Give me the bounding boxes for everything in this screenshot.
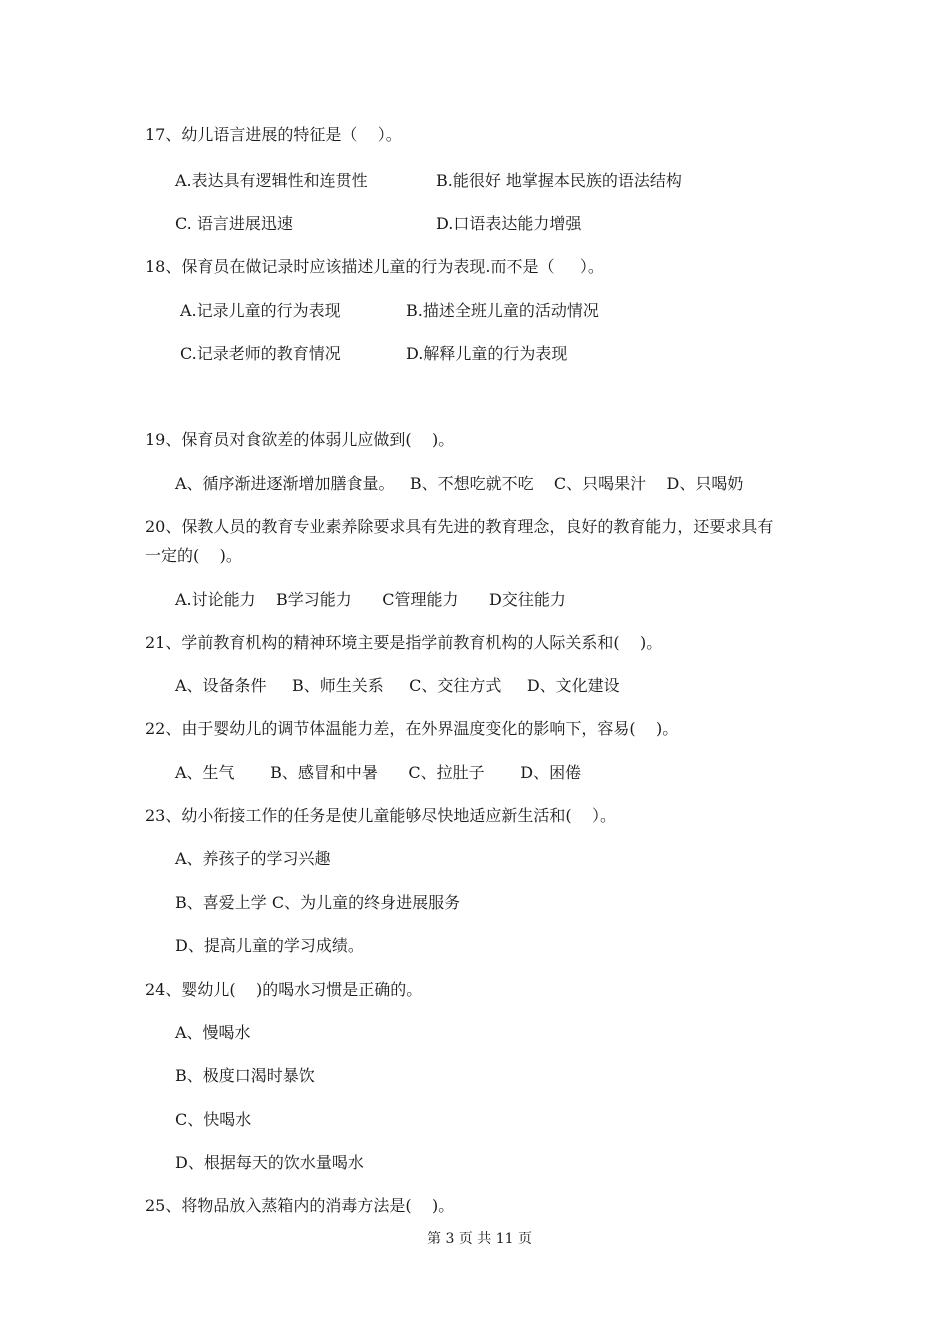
question-19-stem: 19、保育员对食欲差的体弱儿应做到( )。 (145, 430, 455, 449)
question-18-option-d: D.解释儿童的行为表现 (406, 344, 568, 363)
question-17-stem: 17、幼儿语言进展的特征是（ ）。 (145, 125, 402, 144)
question-24-option-c: C、快喝水 (175, 1110, 252, 1129)
question-17-option-c: C. 语言进展迅速 (175, 214, 293, 233)
question-23-stem: 23、幼小衔接工作的任务是使儿童能够尽快地适应新生活和( ）。 (145, 806, 616, 825)
question-23-option-b: B、喜爱上学 C、为儿童的终身进展服务 (175, 893, 461, 912)
question-17-option-a: A.表达具有逻辑性和连贯性 (175, 171, 368, 190)
question-24-stem: 24、婴幼儿( )的喝水习惯是正确的。 (145, 980, 423, 999)
question-22-options: A、生气 B、感冒和中暑 C、拉肚子 D、困倦 (175, 763, 582, 782)
question-18-stem: 18、保育员在做记录时应该描述儿童的行为表现.而不是（ ）。 (145, 257, 604, 276)
question-24-option-b: B、极度口渴时暴饮 (175, 1066, 315, 1085)
question-24-option-a: A、慢喝水 (175, 1023, 251, 1042)
page-number-footer: 第 3 页 共 11 页 (427, 1231, 532, 1247)
question-20-options: A.讨论能力 B学习能力 C管理能力 D交往能力 (175, 590, 566, 609)
question-23-option-d: D、提高儿童的学习成绩。 (175, 936, 364, 955)
question-20-stem-line-2: 一定的( )。 (145, 546, 242, 565)
question-21-stem: 21、学前教育机构的精神环境主要是指学前教育机构的人际关系和( )。 (145, 633, 663, 652)
question-17-option-b: B.能很好 地掌握本民族的语法结构 (436, 171, 682, 190)
question-23-option-a: A、养孩子的学习兴趣 (175, 849, 331, 868)
question-17-option-d: D.口语表达能力增强 (436, 214, 582, 233)
question-24-option-d: D、根据每天的饮水量喝水 (175, 1153, 364, 1172)
question-21-options: A、设备条件 B、师生关系 C、交往方式 D、文化建设 (175, 676, 620, 695)
question-18-option-b: B.描述全班儿童的活动情况 (406, 301, 599, 320)
question-22-stem: 22、由于婴幼儿的调节体温能力差，在外界温度变化的影响下，容易( )。 (145, 719, 679, 738)
question-18-option-a: A.记录儿童的行为表现 (180, 301, 341, 320)
question-25-stem: 25、将物品放入蒸箱内的消毒方法是( )。 (145, 1196, 455, 1215)
question-19-options: A、循序渐进逐渐增加膳食量。 B、不想吃就不吃 C、只喝果汁 D、只喝奶 (175, 474, 744, 493)
question-18-option-c: C.记录老师的教育情况 (180, 344, 341, 363)
question-20-stem-line-1: 20、保教人员的教育专业素养除要求具有先进的教育理念，良好的教育能力，还要求具有 (145, 517, 774, 536)
